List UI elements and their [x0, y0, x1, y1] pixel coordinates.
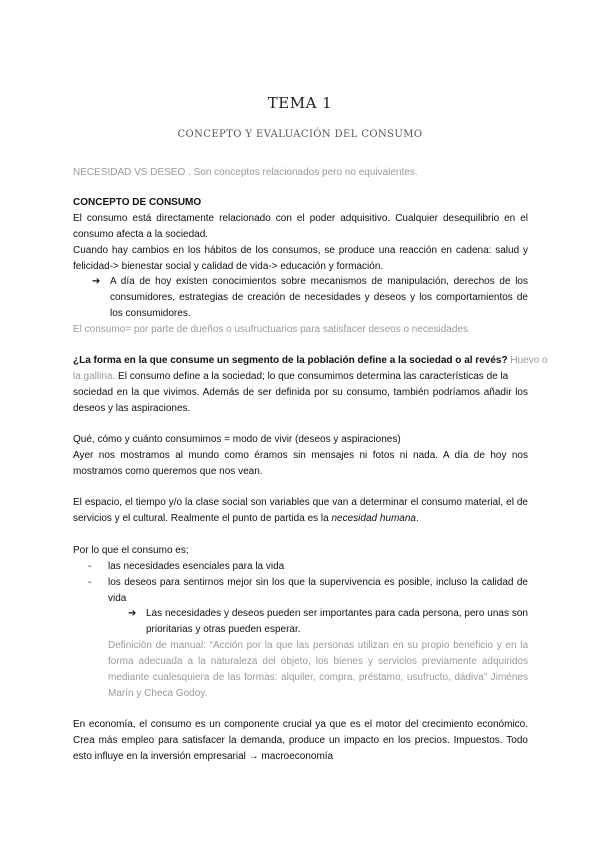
gray-note: El consumo= por parte de dueños o usufructuarios para satisfacer deseos o necesidades: [73, 324, 468, 335]
paragraph-line: Qué, cómo y cuánto consumimos = modo de vivir (deseos y aspiraciones): [73, 434, 401, 445]
paragraph-line: Ayer nos mostramos al mundo como éramos sin mensajes ni fotos ni nada. A día de hoy nos: [73, 450, 528, 461]
section-heading: CONCEPTO DE CONSUMO: [73, 197, 202, 208]
dash-bullet: -: [88, 577, 92, 588]
question-gray-text: Huevo o: [510, 355, 548, 366]
paragraph-line: Crea más empleo para satisfacer la demanda, produce un impacto en los precios. Impuestos. Todo: [73, 735, 528, 746]
question-text: ¿La forma en la que consume un segmento de la población define a la sociedad o al revés?: [73, 355, 508, 366]
paragraph-text: servicios y el cultural. Realmente el punto de partida es la: [73, 513, 329, 524]
list-item: las necesidades esenciales para la vida: [108, 561, 285, 572]
paragraph-line: [73, 511, 528, 526]
list-item: vida: [108, 593, 127, 604]
definition-line: Definición de manual: “Acción por la que las personas utilizan en su propio beneficio y en la: [108, 640, 528, 651]
paragraph-line: felicidad-> bienestar social y calidad de vida-> educación y formación.: [73, 261, 384, 272]
definition-line: forma adecuada a la naturaleza del objeto, los bienes y servicios previamente adquiridos: [108, 656, 528, 667]
bullet-line: los consumidores.: [110, 308, 191, 319]
question-line: [73, 353, 548, 368]
list-item: los deseos para sentirnos mejor sin los que la supervivencia es posible, incluso la calidad de: [108, 577, 528, 588]
paragraph-line: sociedad en la que vivimos. Además de ser definida por su consumo, también podríamos añadir los: [73, 387, 528, 398]
dash-bullet: -: [88, 561, 92, 572]
paragraph-text: El consumo define a la sociedad; lo que consumimos determina las características de la: [118, 371, 509, 382]
arrow-bullet-icon: ➔: [92, 276, 101, 287]
intro-text: NECESIDAD VS DESEO . Son conceptos relacionados pero no equivalentes.: [73, 167, 418, 178]
paragraph-line: En economía, el consumo es un componente crucial ya que es el motor del crecimiento económico.: [73, 719, 528, 730]
emphasis-text: necesidad humana: [331, 513, 416, 524]
paragraph-line: mostramos como queremos que nos vean.: [73, 466, 263, 477]
bullet-line: consumidores, estrategias de creación de necesidades y deseos y los comportamientos de: [110, 292, 528, 303]
page-subtitle: CONCEPTO Y EVALUACIÓN DEL CONSUMO: [177, 129, 423, 140]
paragraph-line: El espacio, el tiempo y/o la clase social son variables que van a determinar el consumo material, el de: [73, 497, 528, 508]
definition-line: Marín y Checa Godoy.: [108, 688, 208, 699]
sub-bullet-line: Las necesidades y deseos pueden ser importantes para cada persona, pero unas son: [146, 608, 528, 619]
paragraph-line: Por lo que el consumo es;: [73, 545, 189, 556]
arrow-bullet-icon: ➔: [128, 608, 137, 619]
paragraph-line: [73, 369, 528, 384]
definition-line: mediante cualesquiera de las formas: alquiler, compra, préstamo, usufructo, dádiva” Jiménes: [108, 672, 528, 683]
question-gray-text: la gallina.: [73, 371, 116, 382]
paragraph-line: Cuando hay cambios en los hábitos de los consumos, se produce una reacción en cadena: salud y: [73, 245, 528, 256]
paragraph-line: esto influye en la inversión empresarial → macroeconomía: [73, 751, 334, 762]
paragraph-line: consumo afecta a la sociedad.: [73, 229, 209, 240]
sub-bullet-line: prioritarias y otras pueden esperar.: [146, 624, 301, 635]
page-title: TEMA 1: [267, 94, 333, 112]
paragraph-line: deseos y las aspiraciones.: [73, 403, 191, 414]
paragraph-text: .: [416, 513, 419, 524]
bullet-line: A día de hoy existen conocimientos sobre mecanismos de manipulación, derechos de los: [110, 276, 528, 287]
paragraph-line: El consumo está directamente relacionado con el poder adquisitivo. Cualquier desequilibrio en el: [73, 213, 528, 224]
